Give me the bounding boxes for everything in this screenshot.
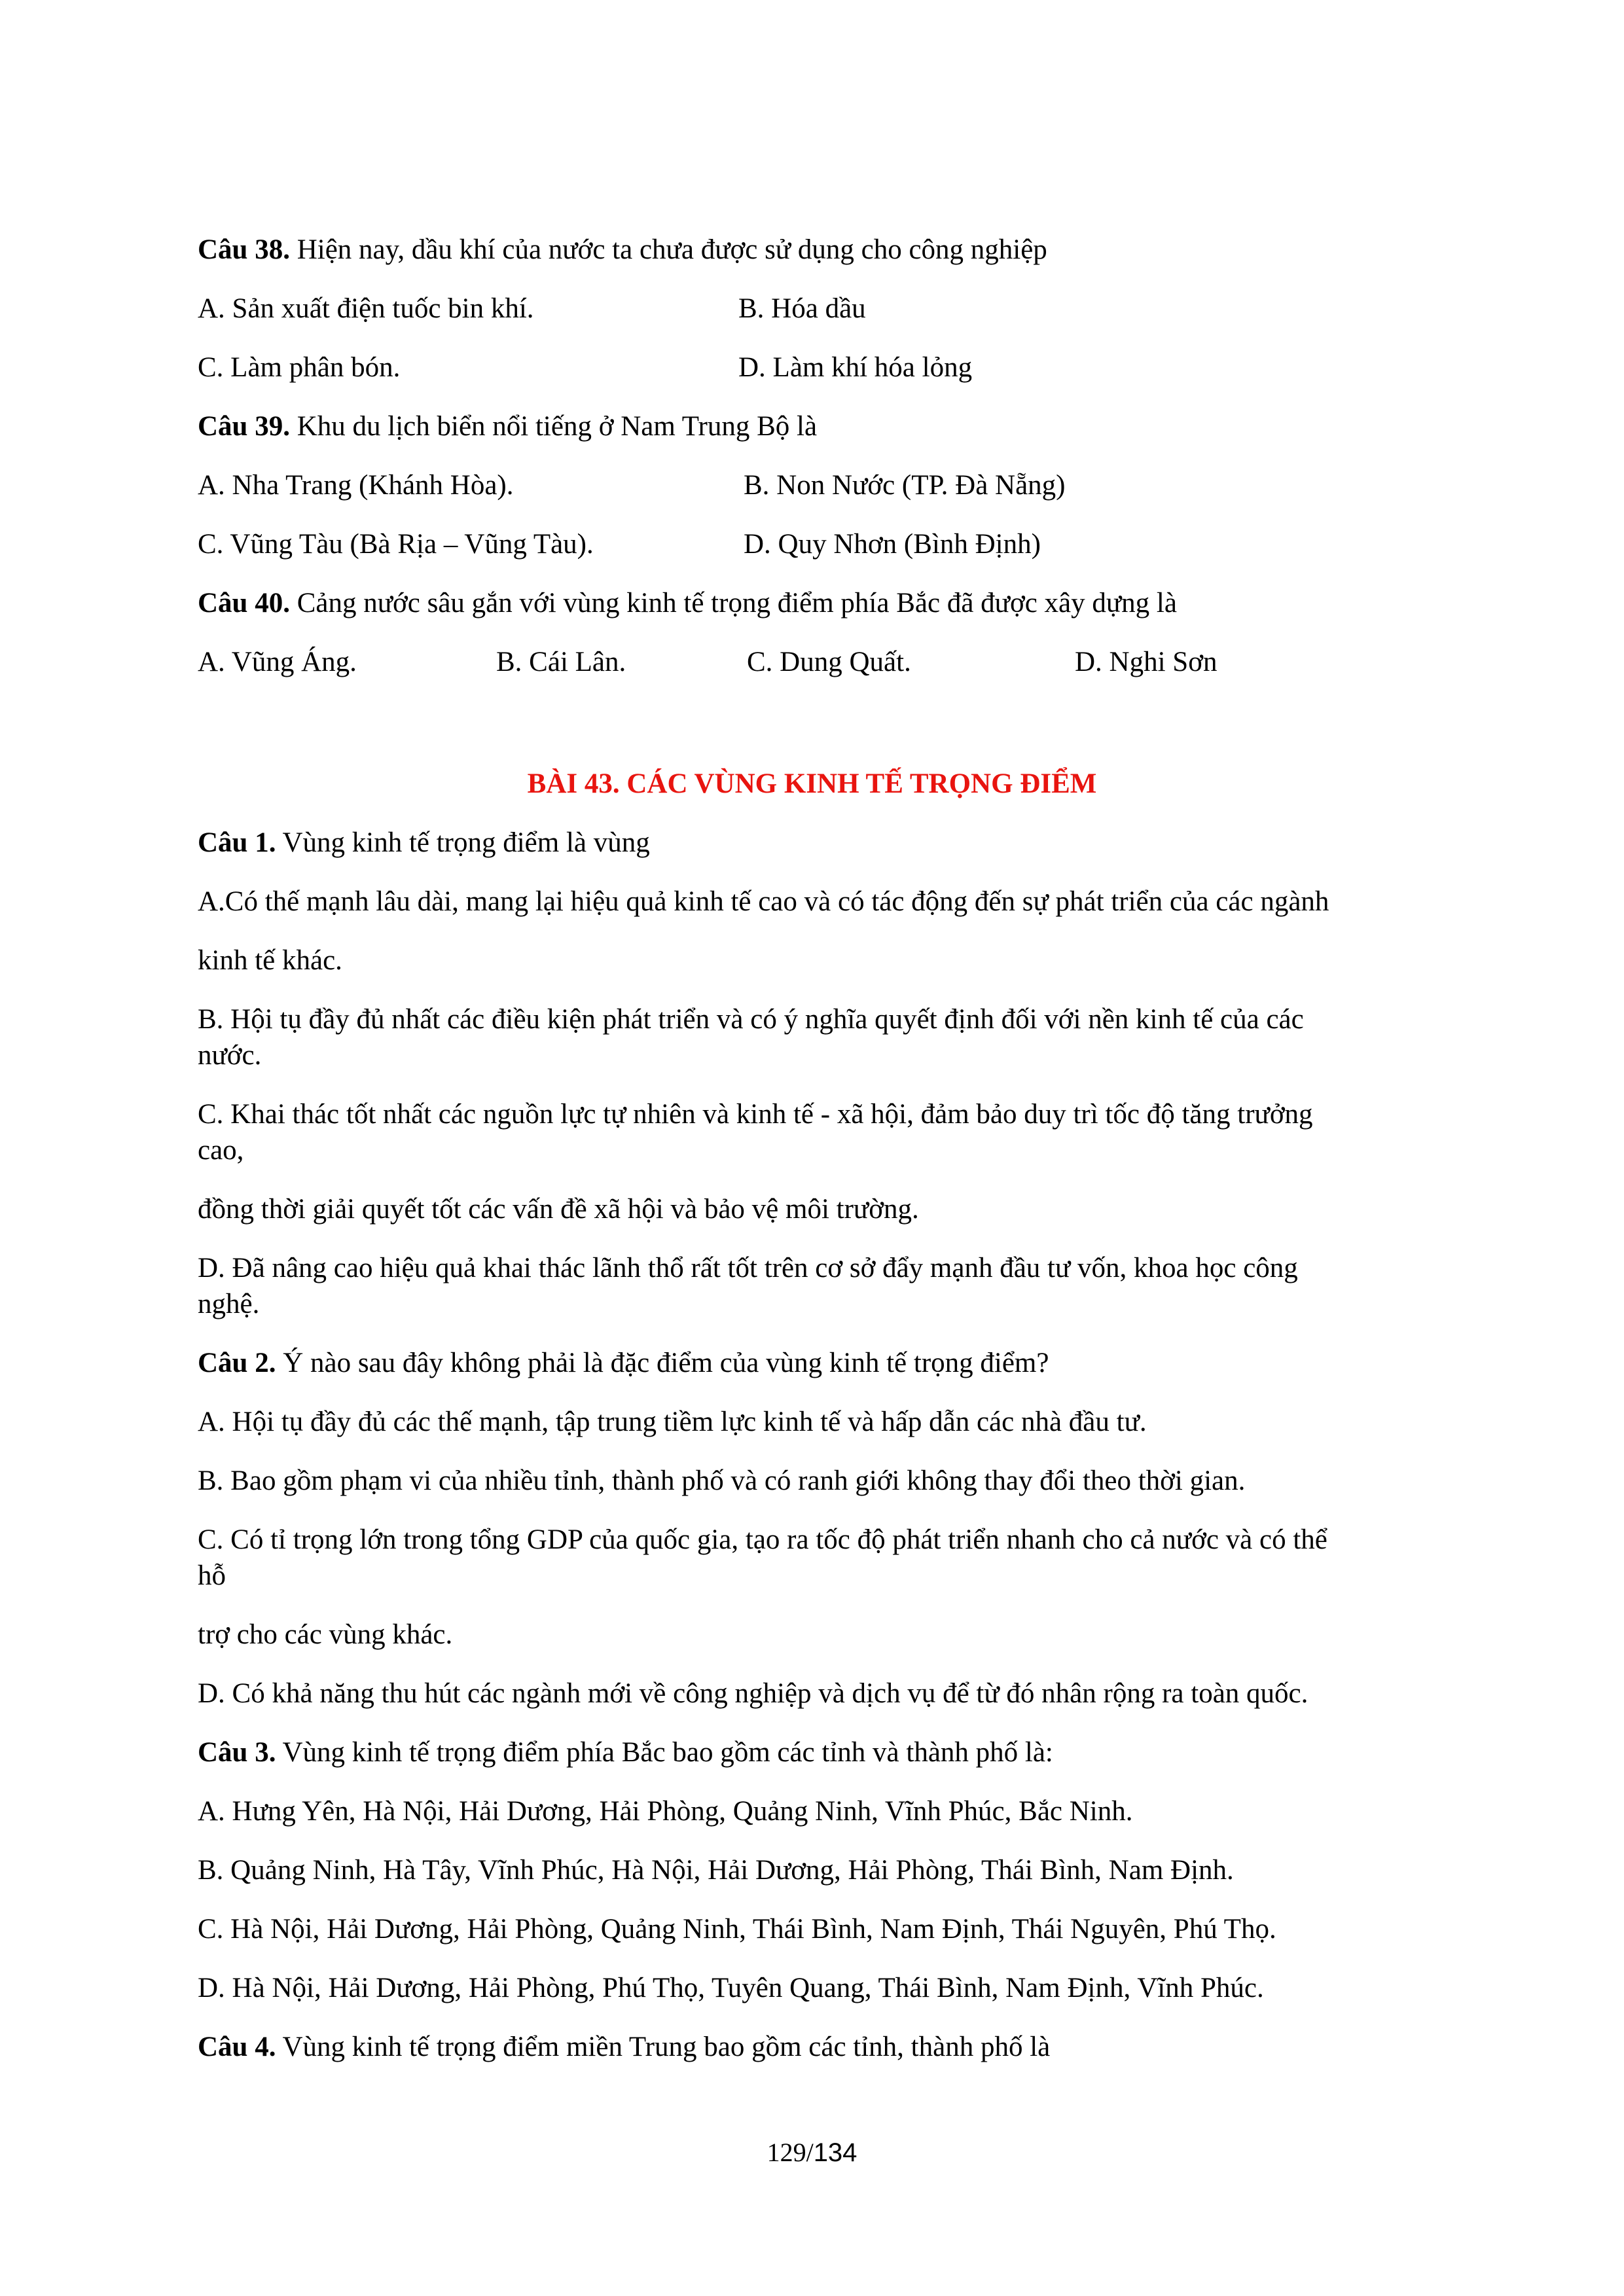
- page-total: 134: [813, 2138, 857, 2167]
- option-line: B. Hội tụ đầy đủ nhất các điều kiện phát triển và có ý nghĩa quyết định đối với nền kinh tế của các: [198, 1004, 1304, 1035]
- question-text: Hiện nay, dầu khí của nước ta chưa được sử dụng cho công nghiệp: [289, 234, 1047, 265]
- question-2: [198, 1346, 1049, 1380]
- question-label: Câu 4.: [198, 2032, 276, 2062]
- question-label: Câu 2.: [198, 1348, 276, 1378]
- option-line: đồng thời giải quyết tốt các vấn đề xã hội và bảo vệ môi trường.: [198, 1194, 919, 1225]
- question-label: Câu 1.: [198, 827, 276, 858]
- question-40: [198, 586, 1177, 620]
- option-a: A. Vũng Áng.: [198, 647, 357, 677]
- question-label: Câu 39.: [198, 411, 290, 442]
- question-label: Câu 38.: [198, 234, 290, 265]
- option-line: cao,: [198, 1135, 244, 1166]
- question-text: Vùng kinh tế trọng điểm miền Trung bao gồm các tỉnh, thành phố là: [276, 2032, 1051, 2062]
- option-line: A.Có thế mạnh lâu dài, mang lại hiệu quả kinh tế cao và có tác động đến sự phát triển của các ngành: [198, 886, 1329, 917]
- question-label: Câu 3.: [198, 1737, 276, 1768]
- option-d: D. Nghi Sơn: [1075, 647, 1218, 677]
- question-38: [198, 233, 1047, 267]
- option-line: B. Bao gồm phạm vi của nhiều tỉnh, thành phố và có ranh giới không thay đổi theo thời gian.: [198, 1465, 1246, 1496]
- option-line: C. Khai thác tốt nhất các nguồn lực tự nhiên và kinh tế - xã hội, đảm bảo duy trì tốc độ tăng trưởng: [198, 1099, 1313, 1130]
- option-c: C. Dung Quất.: [747, 647, 911, 677]
- question-text: Vùng kinh tế trọng điểm là vùng: [276, 827, 650, 858]
- question-text: Khu du lịch biển nổi tiếng ở Nam Trung Bộ là: [289, 411, 818, 442]
- option-line: nước.: [198, 1040, 262, 1071]
- section-title: BÀI 43. CÁC VÙNG KINH TẾ TRỌNG ĐIỂM: [527, 768, 1097, 799]
- option-b: B. Hóa dầu: [738, 293, 866, 324]
- option-line: D. Hà Nội, Hải Dương, Hải Phòng, Phú Thọ, Tuyên Quang, Thái Bình, Nam Định, Vĩnh Phúc.: [198, 1973, 1264, 2003]
- option-b: B. Cái Lân.: [496, 647, 626, 677]
- option-line: C. Có tỉ trọng lớn trong tổng GDP của quốc gia, tạo ra tốc độ phát triển nhanh cho cả nước và có thể: [198, 1524, 1327, 1555]
- question-3: [198, 1736, 1053, 1770]
- question-label: Câu 40.: [198, 588, 290, 619]
- question-39: [198, 410, 817, 444]
- option-b: B. Non Nước (TP. Đà Nẵng): [744, 470, 1066, 501]
- question-text: Ý nào sau đây không phải là đặc điểm của vùng kinh tế trọng điểm?: [276, 1348, 1049, 1378]
- option-line: hỗ: [198, 1560, 226, 1591]
- question-text: Cảng nước sâu gắn với vùng kinh tế trọng điểm phía Bắc đã được xây dựng là: [289, 588, 1177, 619]
- option-line: kinh tế khác.: [198, 945, 342, 976]
- option-line: D. Có khả năng thu hút các ngành mới về công nghiệp và dịch vụ để từ đó nhân rộng ra toàn quốc.: [198, 1678, 1308, 1709]
- option-c: C. Vũng Tàu (Bà Rịa – Vũng Tàu).: [198, 529, 594, 560]
- option-d: D. Làm khí hóa lỏng: [738, 352, 973, 383]
- option-c: C. Làm phân bón.: [198, 352, 401, 383]
- question-4: [198, 2030, 1050, 2064]
- option-line: C. Hà Nội, Hải Dương, Hải Phòng, Quảng Ninh, Thái Bình, Nam Định, Thái Nguyên, Phú Thọ.: [198, 1914, 1276, 1945]
- option-line: nghệ.: [198, 1289, 260, 1319]
- page-number: [0, 2136, 1624, 2169]
- option-d: D. Quy Nhơn (Bình Định): [744, 529, 1041, 560]
- question-text: Vùng kinh tế trọng điểm phía Bắc bao gồm các tỉnh và thành phố là:: [276, 1737, 1053, 1768]
- option-line: D. Đã nâng cao hiệu quả khai thác lãnh thổ rất tốt trên cơ sở đẩy mạnh đầu tư vốn, khoa học công: [198, 1253, 1298, 1283]
- option-line: A. Hội tụ đầy đủ các thế mạnh, tập trung tiềm lực kinh tế và hấp dẫn các nhà đầu tư.: [198, 1407, 1147, 1437]
- page-current: 129/: [767, 2138, 814, 2167]
- option-line: trợ cho các vùng khác.: [198, 1619, 453, 1650]
- question-1: [198, 826, 650, 860]
- option-line: A. Hưng Yên, Hà Nội, Hải Dương, Hải Phòng, Quảng Ninh, Vĩnh Phúc, Bắc Ninh.: [198, 1796, 1133, 1827]
- option-a: A. Sản xuất điện tuốc bin khí.: [198, 293, 534, 324]
- option-a: A. Nha Trang (Khánh Hòa).: [198, 470, 514, 501]
- option-line: B. Quảng Ninh, Hà Tây, Vĩnh Phúc, Hà Nội, Hải Dương, Hải Phòng, Thái Bình, Nam Định.: [198, 1855, 1234, 1886]
